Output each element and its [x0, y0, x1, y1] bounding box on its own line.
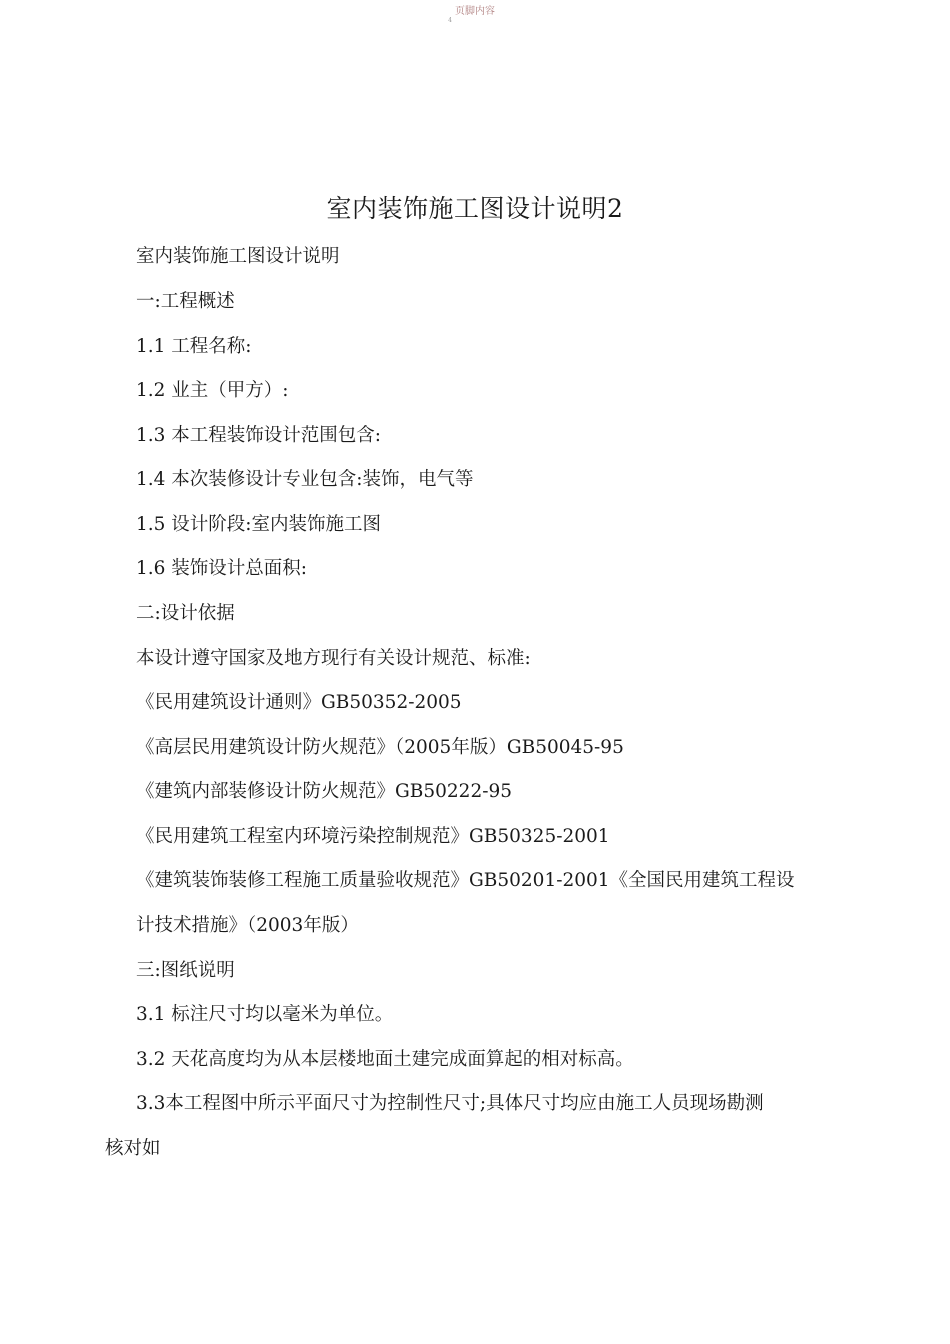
- paragraph-line: 室内装饰施工图设计说明: [136, 246, 340, 267]
- paragraph-line: 计技术措施》（2003年版）: [136, 915, 359, 936]
- paragraph-line: 三:图纸说明: [136, 960, 235, 981]
- paragraph-line: 《民用建筑工程室内环境污染控制规范》GB50325-2001: [136, 826, 610, 847]
- header-text: 页脚内容: [455, 6, 495, 17]
- paragraph-line: 1.4 本次装修设计专业包含:装饰，电气等: [136, 469, 474, 490]
- paragraph-line: 二:设计依据: [136, 603, 235, 624]
- paragraph-line: 1.2 业主（甲方）:: [136, 380, 289, 401]
- paragraph-line: 《民用建筑设计通则》GB50352-2005: [136, 692, 462, 713]
- paragraph-line: 1.6 装饰设计总面积:: [136, 558, 308, 579]
- paragraph-line: 核对如: [105, 1138, 161, 1159]
- paragraph-line: 《建筑内部装修设计防火规范》GB50222-95: [136, 781, 513, 802]
- paragraph-line: 《高层民用建筑设计防火规范》（2005年版）GB50045-95: [136, 737, 624, 758]
- paragraph-line: 本设计遵守国家及地方现行有关设计规范、标准:: [136, 648, 531, 669]
- paragraph-line: 《建筑装饰装修工程施工质量验收规范》GB50201-2001《全国民用建筑工程设: [136, 870, 795, 891]
- paragraph-line: 3.3本工程图中所示平面尺寸为控制性尺寸;具体尺寸均应由施工人员现场勘测: [136, 1093, 764, 1114]
- paragraph-line: 3.1 标注尺寸均以毫米为单位。: [136, 1004, 394, 1025]
- header-mark: 4: [448, 17, 452, 24]
- paragraph-line: 一:工程概述: [136, 291, 235, 312]
- page-header: [0, 6, 950, 24]
- paragraph-line: 1.1 工程名称:: [136, 336, 252, 357]
- paragraph-line: 1.3 本工程装饰设计范围包含:: [136, 425, 382, 446]
- document-title: 室内装饰施工图设计说明2: [326, 194, 624, 223]
- paragraph-line: 3.2 天花高度均为从本层楼地面土建完成面算起的相对标高。: [136, 1049, 634, 1070]
- paragraph-line: 1.5 设计阶段:室内装饰施工图: [136, 514, 382, 535]
